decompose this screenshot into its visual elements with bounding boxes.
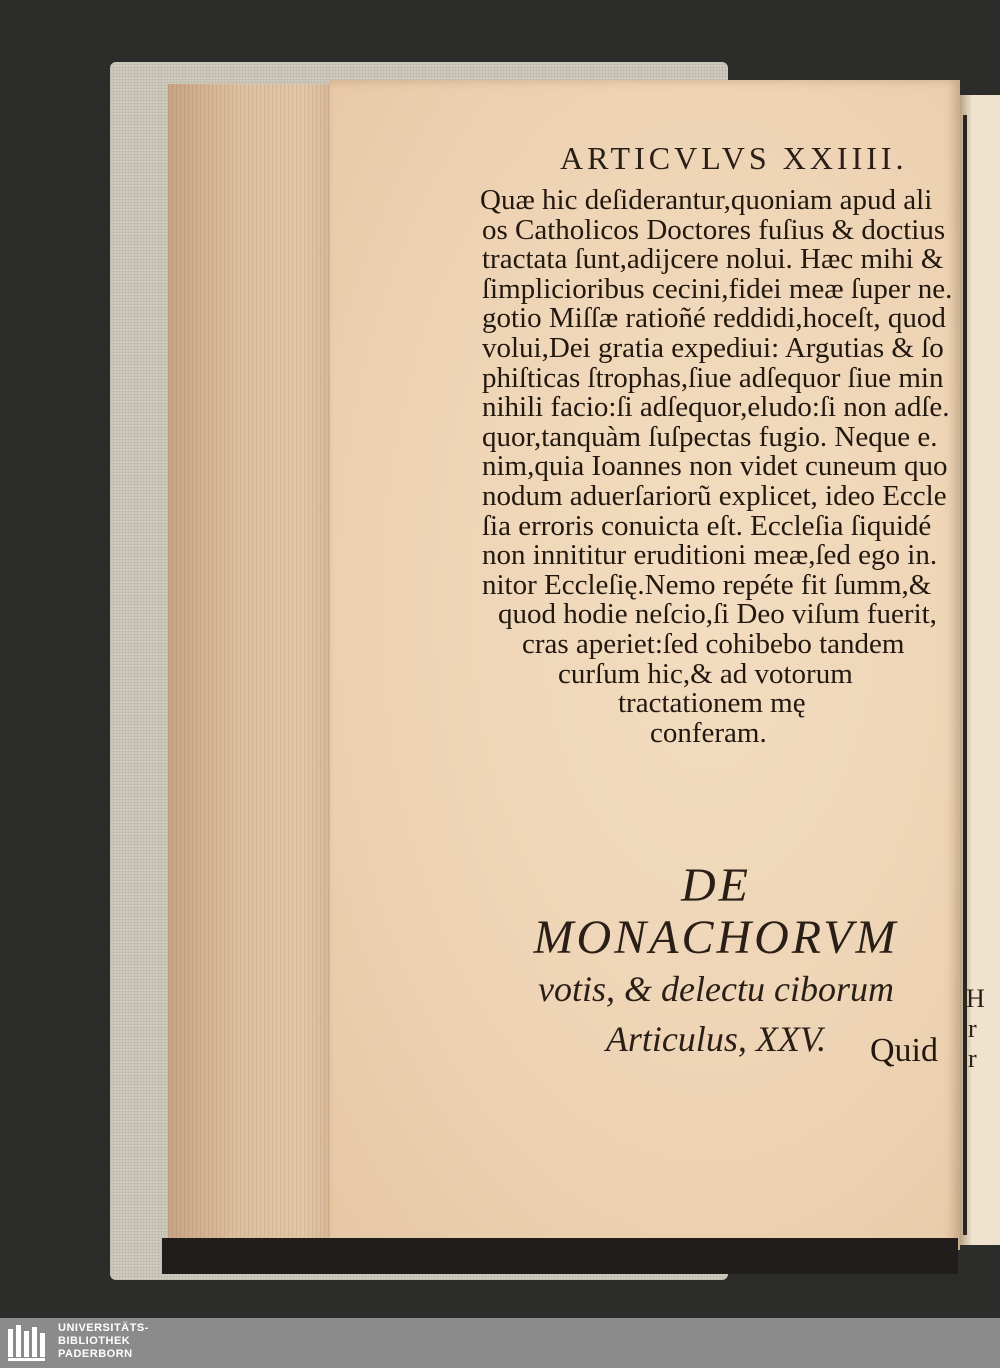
text-line: nihili facio:ſi adſequor,eludo:ſi non adſe. bbox=[482, 391, 950, 424]
text-line: phiſticas ſtrophas,ſiue adſequor ſiue min bbox=[482, 361, 944, 394]
page-heading: ARTICVLVS XXIIII. bbox=[560, 140, 908, 176]
subheading-line: Articulus, XXV. bbox=[605, 1019, 827, 1059]
library-name-line: UNIVERSITÄTS- bbox=[58, 1322, 149, 1334]
text-line: Quæ hic deſiderantur,quoniam apud ali bbox=[480, 184, 933, 216]
subheading-title: DE MONACHORVM bbox=[533, 859, 899, 964]
page-edges bbox=[168, 84, 338, 1244]
library-name bbox=[58, 1322, 149, 1361]
text-line: quor,tanquàm ſuſpectas fugio. Neque e. bbox=[482, 420, 938, 453]
text-line: os Catholicos Doctores fuſius & doctius bbox=[482, 213, 946, 246]
text-line: nim,quia Ioannes non videt cuneum quo bbox=[482, 450, 948, 483]
adjacent-page bbox=[960, 95, 1000, 1245]
text-line: nodum aduerſariorũ explicet, ideo Eccle bbox=[482, 479, 947, 512]
adjacent-page-fragment: H bbox=[966, 984, 985, 1013]
text-line: cras aperiet:ſed cohibebo tandem bbox=[522, 627, 905, 660]
text-line: volui,Dei gratia expediui: Argutias & ſo bbox=[482, 331, 944, 364]
text-line: tractata ſunt,adijcere nolui. Hæc mihi & bbox=[482, 243, 944, 276]
book-binding-edge bbox=[162, 1238, 958, 1274]
text-line: curſum hic,& ad votorum bbox=[558, 657, 853, 690]
adjacent-page-fragment: r bbox=[968, 1014, 977, 1043]
text-line: non innititur eruditioni meæ,ſed ego in. bbox=[482, 539, 938, 572]
text-line: quod hodie neſcio,ſi Deo viſum fuerit, bbox=[498, 598, 937, 631]
library-logo-icon bbox=[6, 1323, 50, 1363]
footer-bar bbox=[0, 1318, 1000, 1368]
text-line: nitor Eccleſię.Nemo repéte fit ſumm,& bbox=[482, 568, 932, 601]
catchword: Quid bbox=[870, 1032, 938, 1069]
adjacent-page-fragment: r bbox=[968, 1044, 977, 1073]
subheading-line: votis, & delectu ciborum bbox=[538, 969, 894, 1009]
text-line: conferam. bbox=[650, 716, 767, 749]
library-name-line: BIBLIOTHEK bbox=[58, 1335, 131, 1347]
text-line: tractationem mę bbox=[618, 687, 806, 720]
library-name-line: PADERBORN bbox=[58, 1348, 133, 1360]
body-text bbox=[480, 184, 953, 749]
text-line: ſia erroris conuicta eſt. Eccleſia ſiquidé bbox=[482, 509, 932, 542]
adjacent-page-border bbox=[963, 115, 967, 1235]
text-line: ſimplicioribus cecini,fidei meæ ſuper ne. bbox=[482, 272, 953, 305]
text-line: gotio Miſſæ ratioñé reddidi,hoceſt, quod bbox=[482, 302, 946, 335]
